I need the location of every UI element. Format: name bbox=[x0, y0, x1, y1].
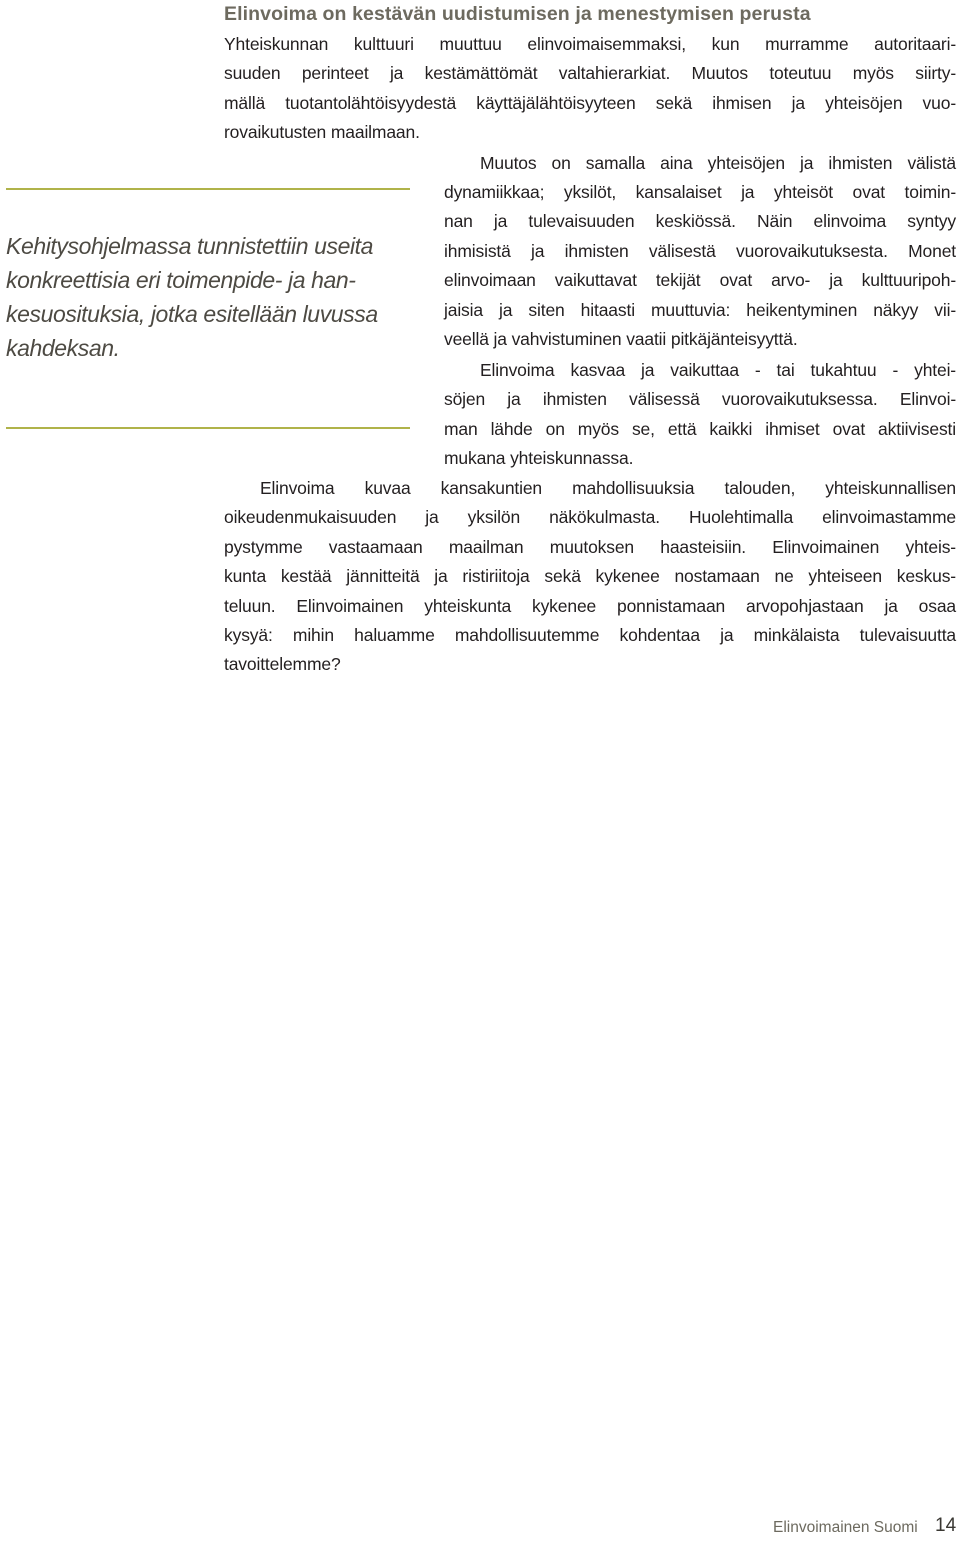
pullquote-line: konkreettisia eri toimenpide- ja han- bbox=[6, 267, 356, 293]
paragraph-line: Yhteiskunnan kulttuuri muuttuu elinvoimaisemmaksi, kun murramme autoritaari- bbox=[224, 34, 956, 54]
paragraph-line: mukana yhteiskunnassa. bbox=[444, 448, 634, 468]
pullquote-line: kesuosituksia, jotka esitellään luvussa bbox=[6, 301, 378, 327]
paragraph-line: jaisia ja siten hitaasti muuttuvia: heikentyminen näkyy vii- bbox=[444, 300, 956, 320]
paragraph-line: suuden perinteet ja kestämättömät valtahierarkiat. Muutos toteutuu myös siirty- bbox=[224, 63, 956, 83]
footer-title: Elinvoimainen Suomi bbox=[773, 1519, 918, 1536]
paragraph-line: oikeudenmukaisuuden ja yksilön näkökulmasta. Huolehtimalla elinvoimastamme bbox=[224, 507, 956, 527]
paragraph-line: kysyä: mihin haluamme mahdollisuutemme kohdentaa ja minkälaista tulevaisuutta bbox=[224, 625, 956, 645]
paragraph-line: dynamiikkaa; yksilöt, kansalaiset ja yhteisöt ovat toimin- bbox=[444, 182, 956, 202]
paragraph-line: pystymme vastaamaan maailman muutoksen haasteisiin. Elinvoimainen yhteis- bbox=[224, 537, 956, 557]
pullquote-top-rule bbox=[6, 188, 410, 190]
paragraph-line: nan ja tulevaisuuden keskiössä. Näin elinvoima syntyy bbox=[444, 211, 956, 231]
paragraph-line: söjen ja ihmisten välisessä vuorovaikutuksessa. Elinvoi- bbox=[444, 389, 956, 409]
paragraph-line: ihmisistä ja ihmisten välisestä vuorovaikutuksesta. Monet bbox=[444, 241, 956, 261]
pullquote-line: Kehitysohjelmassa tunnistettiin useita bbox=[6, 233, 374, 259]
paragraph-line: tavoittelemme? bbox=[224, 654, 341, 674]
section-heading: Elinvoima on kestävän uudistumisen ja menestymisen perusta bbox=[224, 3, 811, 25]
pullquote-line: kahdeksan. bbox=[6, 335, 120, 361]
page-number: 14 bbox=[935, 1515, 957, 1536]
paragraph-line: elinvoimaan vaikuttavat tekijät ovat arvo- ja kulttuuripoh- bbox=[444, 270, 956, 290]
paragraph-line: man lähde on myös se, että kaikki ihmiset ovat aktiivisesti bbox=[444, 419, 956, 439]
paragraph-line: Elinvoima kasvaa ja vaikuttaa - tai tukahtuu - yhtei- bbox=[480, 360, 956, 380]
paragraph-line: veellä ja vahvistuminen vaatii pitkäjänteisyyttä. bbox=[444, 329, 798, 349]
paragraph-line: rovaikutusten maailmaan. bbox=[224, 122, 420, 142]
paragraph-line: teluun. Elinvoimainen yhteiskunta kykenee ponnistamaan arvopohjastaan ja osaa bbox=[224, 596, 956, 616]
paragraph-line: kunta kestää jännitteitä ja ristiriitoja sekä kykenee nostamaan ne yhteiseen keskus- bbox=[224, 566, 956, 586]
pullquote-bottom-rule bbox=[6, 427, 410, 429]
paragraph-line: mällä tuotantolähtöisyydestä käyttäjälähtöisyyteen sekä ihmisen ja yhteisöjen vuo- bbox=[224, 93, 956, 113]
paragraph-line: Muutos on samalla aina yhteisöjen ja ihmisten välistä bbox=[480, 153, 956, 173]
paragraph-line: Elinvoima kuvaa kansakuntien mahdollisuuksia talouden, yhteiskunnallisen bbox=[260, 478, 956, 498]
